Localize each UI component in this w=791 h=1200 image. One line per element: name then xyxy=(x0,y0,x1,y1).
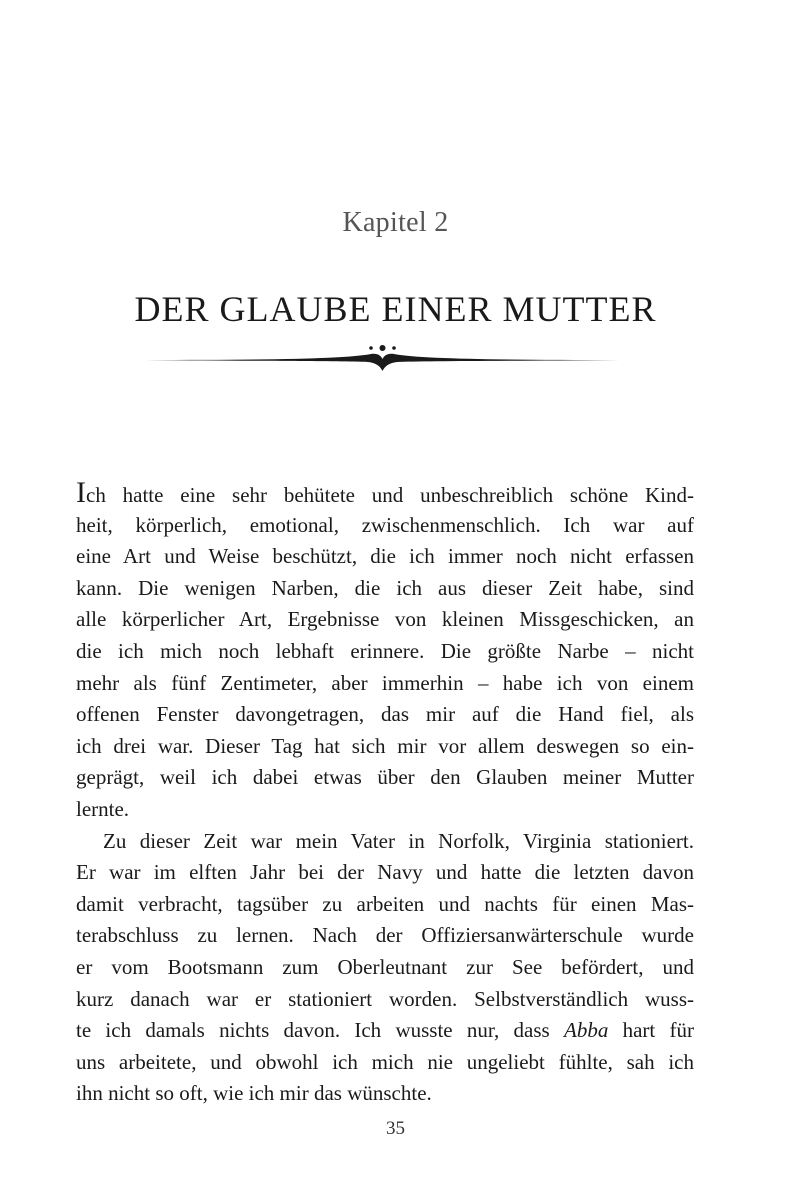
text-line: Er war im elften Jahr bei der Navy und hatte die letzten davon xyxy=(76,860,694,885)
text-line: er vom Bootsmann zum Oberleutnant zur See befördert, und xyxy=(76,954,694,979)
text-line: offenen Fenster davongetragen, das mir auf die Hand fiel, als xyxy=(76,702,694,727)
italic-word: Abba xyxy=(564,1018,609,1043)
chapter-label: Kapitel 2 xyxy=(342,207,449,238)
text-line: ihn nicht so oft, wie ich mir das wünschte. xyxy=(76,1081,432,1106)
text-line: heit, körperlich, emotional, zwischenmenschlich. Ich war auf xyxy=(76,512,694,537)
drop-cap: I xyxy=(76,476,86,509)
page-number: 35 xyxy=(386,1118,405,1139)
text-line: mehr als fünf Zentimeter, aber immerhin – habe ich von einem xyxy=(76,670,694,695)
chapter-title: DER GLAUBE EINER MUTTER xyxy=(134,289,657,329)
text-line: lernte. xyxy=(76,796,130,821)
text-line: alle körperlicher Art, Ergebnisse von kleinen Missgeschicken, an xyxy=(76,607,694,632)
text-line: kann. Die wenigen Narben, die ich aus dieser Zeit habe, sind xyxy=(76,575,694,600)
text-line: kurz danach war er stationiert worden. Selbstverständlich wuss- xyxy=(76,986,694,1011)
text-line: ich drei war. Dieser Tag hat sich mir vor allem deswegen so ein- xyxy=(76,733,694,758)
text-line: Zu dieser Zeit war mein Vater in Norfolk, Virginia stationiert. xyxy=(103,828,694,853)
text-line: te ich damals nichts davon. Ich wusste nur, dass Abba hart für xyxy=(76,1018,695,1043)
ornament-divider xyxy=(145,340,620,374)
text-line: eine Art und Weise beschützt, die ich immer noch nicht erfassen xyxy=(76,544,694,569)
body-text xyxy=(76,478,694,1110)
text-line: uns arbeitete, und obwohl ich mich nie ungeliebt fühlte, sah ich xyxy=(76,1049,694,1074)
text-line: terabschluss zu lernen. Nach der Offiziersanwärterschule wurde xyxy=(76,923,694,948)
text-line: damit verbracht, tagsüber zu arbeiten und nachts für einen Mas- xyxy=(76,891,694,916)
text-line: geprägt, weil ich dabei etwas über den Glauben meiner Mutter xyxy=(76,765,694,790)
text-line: die ich mich noch lebhaft erinnere. Die größte Narbe – nicht xyxy=(76,638,694,663)
text-line: Ich hatte eine sehr behütete und unbeschreiblich schöne Kind- xyxy=(76,476,694,509)
